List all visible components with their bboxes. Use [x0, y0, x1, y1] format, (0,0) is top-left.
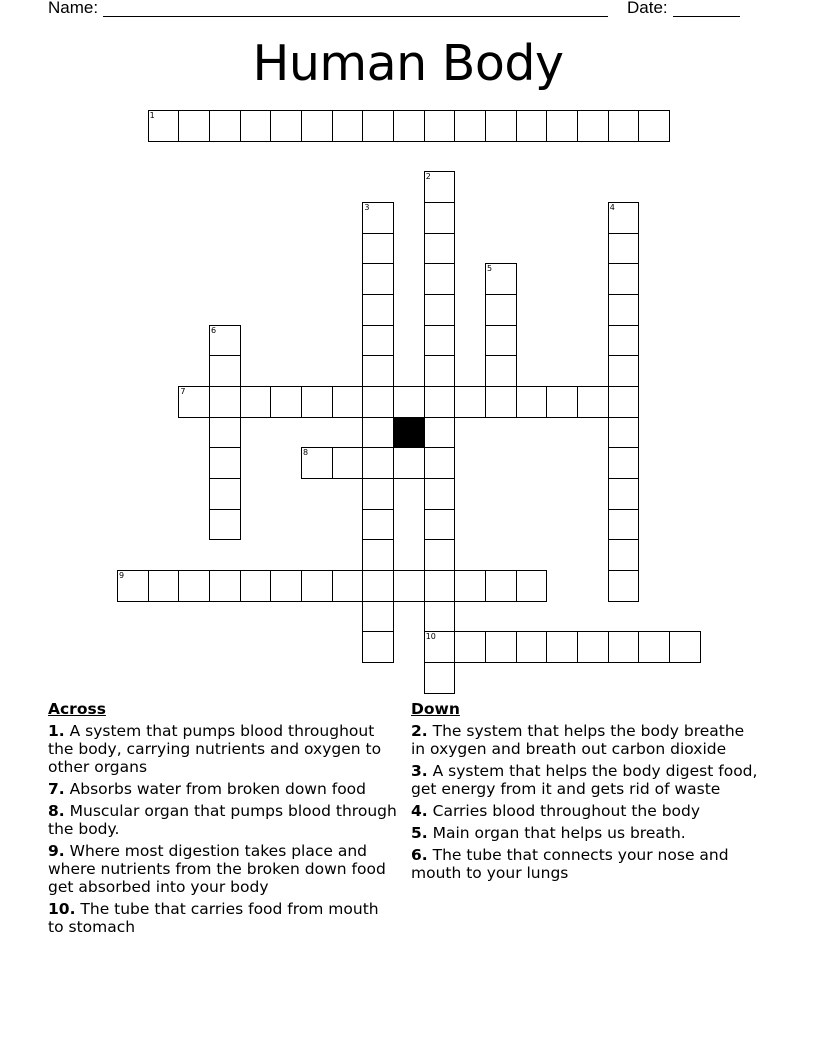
clue-item [411, 846, 761, 882]
crossword-cell[interactable] [148, 110, 180, 142]
crossword-cell[interactable] [178, 110, 210, 142]
crossword-cell[interactable] [546, 631, 578, 663]
crossword-cell[interactable] [485, 325, 517, 357]
cell-number: 5 [487, 264, 493, 274]
crossword-cell[interactable] [424, 417, 456, 449]
clue-number: 8. [48, 802, 65, 820]
crossword-cell[interactable] [638, 110, 670, 142]
crossword-cell[interactable] [301, 110, 333, 142]
crossword-cell[interactable] [669, 631, 701, 663]
crossword-cell[interactable] [424, 631, 456, 663]
crossword-cell[interactable] [608, 202, 640, 234]
crossword-cell[interactable] [178, 386, 210, 418]
clue-number: 10. [48, 900, 76, 918]
clue-item [411, 802, 761, 820]
crossword-cell[interactable] [424, 509, 456, 541]
crossword-cell[interactable] [485, 294, 517, 326]
across-clues [48, 700, 398, 940]
crossword-cell[interactable] [424, 294, 456, 326]
crossword-cell[interactable] [240, 386, 272, 418]
page-title: Human Body [252, 35, 564, 92]
clue-text: A system that pumps blood throughout the body, carrying nutrients and oxygen to other organs [48, 722, 382, 776]
crossword-cell[interactable] [362, 386, 394, 418]
crossword-cell[interactable] [485, 110, 517, 142]
crossword-cell[interactable] [362, 539, 394, 571]
name-label: Name: [48, 0, 99, 17]
across-clue-list [48, 722, 398, 936]
crossword-cell[interactable] [608, 631, 640, 663]
crossword-cell[interactable] [638, 631, 670, 663]
clue-text: The tube that carries food from mouth to stomach [48, 900, 379, 936]
crossword-cell[interactable] [362, 601, 394, 633]
clue-text: Main organ that helps us breath. [432, 824, 686, 842]
crossword-cell[interactable] [577, 631, 609, 663]
clue-text: Carries blood throughout the body [432, 802, 701, 820]
crossword-cell[interactable] [516, 386, 548, 418]
crossword-cell[interactable] [608, 355, 640, 387]
crossword-cell[interactable] [362, 233, 394, 265]
crossword-cell[interactable] [332, 447, 364, 479]
crossword-cell[interactable] [424, 386, 456, 418]
crossword-cell[interactable] [424, 447, 456, 479]
crossword-cell[interactable] [209, 386, 241, 418]
crossword-cell[interactable] [209, 509, 241, 541]
crossword-cell[interactable] [270, 386, 302, 418]
crossword-cell[interactable] [516, 570, 548, 602]
cell-number: 7 [180, 387, 186, 397]
clue-number: 7. [48, 780, 65, 798]
crossword-cell[interactable] [608, 417, 640, 449]
crossword-cell[interactable] [608, 294, 640, 326]
crossword-cell[interactable] [209, 110, 241, 142]
crossword-cell[interactable] [393, 110, 425, 142]
crossword-cell[interactable] [424, 478, 456, 510]
crossword-cell[interactable] [454, 386, 486, 418]
cell-number: 2 [425, 172, 431, 182]
crossword-cell[interactable] [424, 110, 456, 142]
crossword-cell[interactable] [209, 570, 241, 602]
crossword-cell[interactable] [608, 263, 640, 295]
clue-item [48, 780, 398, 798]
crossword-cell[interactable] [485, 631, 517, 663]
crossword-cell[interactable] [608, 110, 640, 142]
clue-text: Absorbs water from broken down food [69, 780, 367, 798]
crossword-cell[interactable] [608, 539, 640, 571]
crossword-cell[interactable] [393, 570, 425, 602]
crossword-cell[interactable] [362, 417, 394, 449]
down-clue-list [411, 722, 761, 882]
across-heading: Across [48, 700, 106, 718]
crossword-cell[interactable] [209, 447, 241, 479]
clue-item [48, 722, 398, 776]
crossword-cell[interactable] [240, 570, 272, 602]
clue-item [411, 824, 761, 842]
clue-item [48, 802, 398, 838]
crossword-cell[interactable] [608, 325, 640, 357]
down-clues [411, 700, 761, 886]
crossword-cell[interactable] [608, 478, 640, 510]
cell-number: 8 [303, 448, 309, 458]
clue-text: Muscular organ that pumps blood through the body. [48, 802, 397, 838]
crossword-cell[interactable] [209, 478, 241, 510]
crossword-cell[interactable] [301, 447, 333, 479]
crossword-cell[interactable] [332, 386, 364, 418]
crossword-cell[interactable] [424, 662, 456, 694]
clue-item [48, 900, 398, 936]
crossword-cell[interactable] [608, 570, 640, 602]
crossword-cell[interactable] [362, 509, 394, 541]
crossword-cell[interactable] [209, 355, 241, 387]
crossword-cell[interactable] [362, 447, 394, 479]
crossword-cell[interactable] [485, 355, 517, 387]
clue-number: 9. [48, 842, 65, 860]
crossword-cell[interactable] [608, 386, 640, 418]
clue-item [411, 762, 761, 798]
cell-number: 1 [149, 111, 155, 120]
crossword-cell[interactable] [485, 386, 517, 418]
crossword-cell[interactable] [454, 570, 486, 602]
clue-number: 6. [411, 846, 428, 864]
crossword-cell[interactable] [577, 386, 609, 418]
crossword-cell[interactable] [424, 263, 456, 295]
crossword-cell[interactable] [424, 233, 456, 265]
clue-text: The system that helps the body breathe in oxygen and breath out carbon dioxide [411, 722, 745, 758]
crossword-cell[interactable] [362, 570, 394, 602]
crossword-cell[interactable] [424, 355, 456, 387]
crossword-cell[interactable] [424, 601, 456, 633]
crossword-cell[interactable] [209, 325, 241, 357]
crossword-cell[interactable] [301, 386, 333, 418]
crossword-cell[interactable] [516, 110, 548, 142]
clue-number: 5. [411, 824, 428, 842]
crossword-cell[interactable] [608, 233, 640, 265]
crossword-cell[interactable] [608, 509, 640, 541]
crossword-cell[interactable] [362, 263, 394, 295]
crossword-cell[interactable] [424, 325, 456, 357]
cell-number: 9 [119, 571, 125, 581]
clue-number: 1. [48, 722, 65, 740]
crossword-cell[interactable] [332, 570, 364, 602]
clue-text: Where most digestion takes place and where nutrients from the broken down food get absorbed into your body [48, 842, 386, 896]
crossword-cell[interactable] [454, 110, 486, 142]
cell-number: 3 [364, 203, 370, 212]
crossword-cell[interactable] [362, 325, 394, 357]
crossword-cell[interactable] [209, 417, 241, 449]
crossword-cell[interactable] [362, 294, 394, 326]
clue-number: 3. [411, 762, 428, 780]
black-square [393, 417, 425, 449]
crossword-cell[interactable] [454, 631, 486, 663]
crossword-cell[interactable] [485, 263, 517, 295]
crossword-cell[interactable] [424, 171, 456, 203]
crossword-cell[interactable] [546, 110, 578, 142]
crossword-cell[interactable] [546, 386, 578, 418]
clue-text: A system that helps the body digest food, get energy from it and gets rid of waste [411, 762, 758, 798]
crossword-cell[interactable] [362, 631, 394, 663]
clue-item [48, 842, 398, 896]
crossword-cell[interactable] [424, 570, 456, 602]
clue-number: 2. [411, 722, 428, 740]
cell-number: 6 [211, 325, 217, 335]
crossword-cell[interactable] [301, 570, 333, 602]
crossword-cell[interactable] [332, 110, 364, 142]
crossword-cell[interactable] [485, 570, 517, 602]
crossword-cell[interactable] [240, 110, 272, 142]
crossword-cell[interactable] [577, 110, 609, 142]
crossword-cell[interactable] [393, 447, 425, 479]
crossword-cell[interactable] [393, 386, 425, 418]
crossword-cell[interactable] [424, 202, 456, 234]
clue-item [411, 722, 761, 758]
crossword-cell[interactable] [362, 478, 394, 510]
date-label: Date: [627, 0, 668, 17]
crossword-cell[interactable] [362, 355, 394, 387]
crossword-cell[interactable] [608, 447, 640, 479]
crossword-cell[interactable] [362, 202, 394, 234]
down-heading: Down [411, 700, 460, 718]
crossword-cell[interactable] [270, 570, 302, 602]
crossword-cell[interactable] [148, 570, 180, 602]
crossword-cell[interactable] [270, 110, 302, 142]
clue-text: The tube that connects your nose and mouth to your lungs [411, 846, 729, 882]
crossword-cell[interactable] [117, 570, 149, 602]
crossword-cell[interactable] [362, 110, 394, 142]
cell-number: 10 [425, 632, 436, 642]
crossword-cell[interactable] [424, 539, 456, 571]
crossword-cell[interactable] [178, 570, 210, 602]
crossword-cell[interactable] [516, 631, 548, 663]
cell-number: 4 [609, 203, 615, 212]
clue-number: 4. [411, 802, 428, 820]
